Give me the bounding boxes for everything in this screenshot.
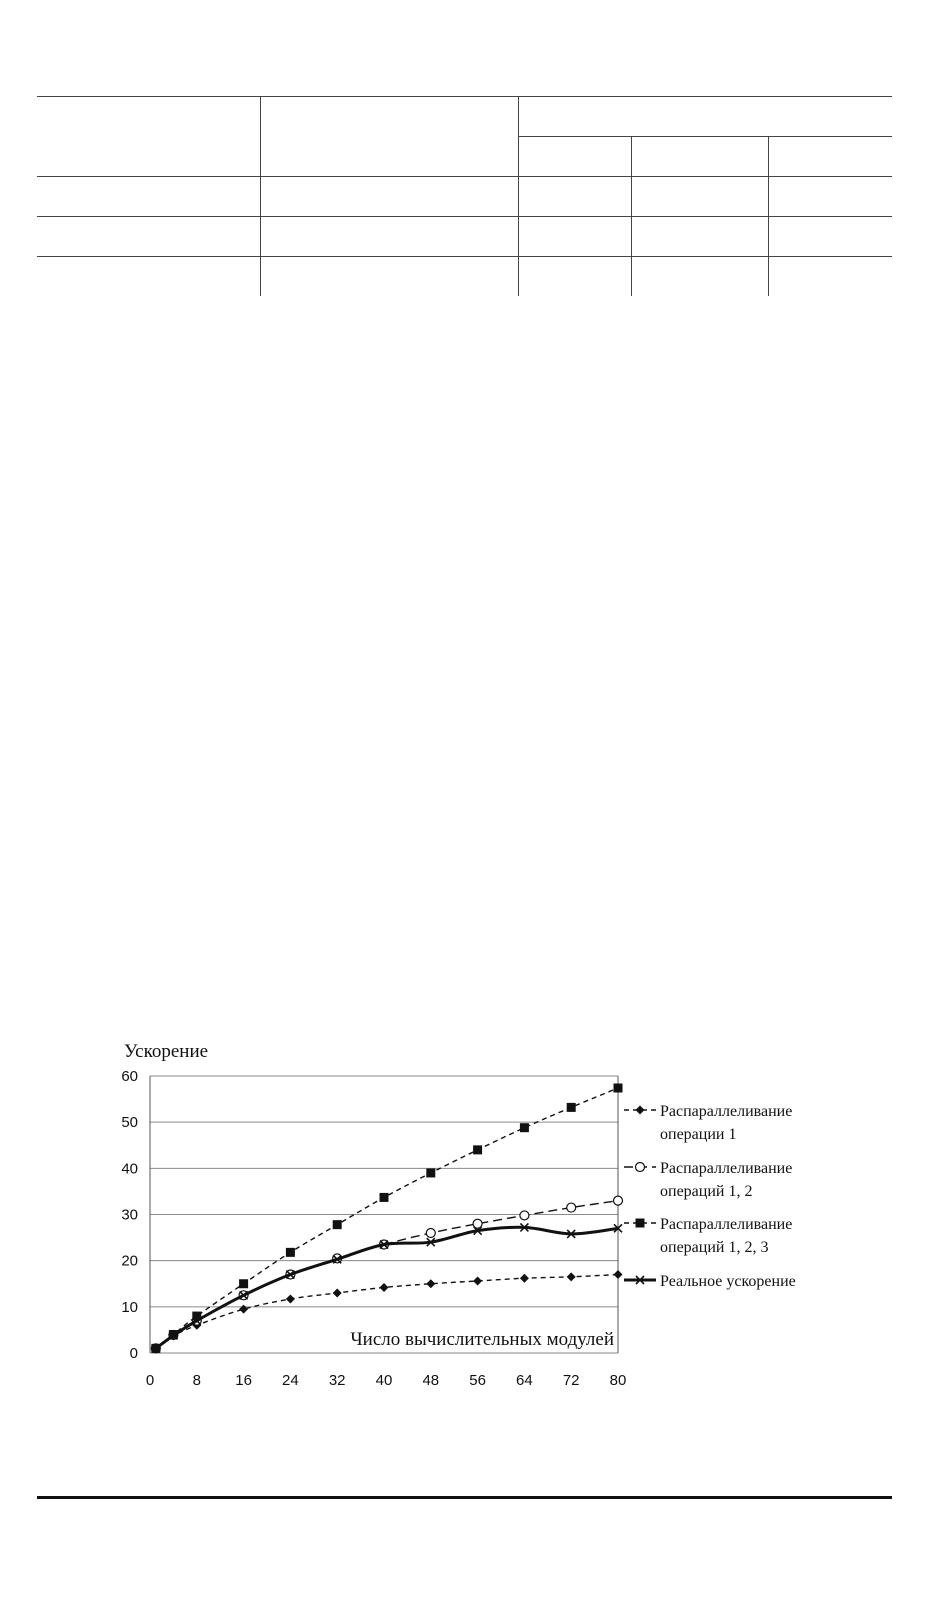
series-2-point-10 [520, 1211, 529, 1220]
chart-svg [100, 1030, 830, 1410]
series-2-point-12 [614, 1196, 623, 1205]
x-axis-label: Число вычислительных модулей [350, 1329, 614, 1350]
y-tick-50: 50 [121, 1114, 138, 1132]
x-tick-64: 64 [516, 1372, 533, 1389]
series-1-point-7 [380, 1283, 389, 1292]
table-col-divider-4 [768, 136, 769, 296]
table-rule-top [37, 96, 892, 97]
table-col-divider-1 [260, 96, 261, 296]
series-2-point-8 [426, 1228, 435, 1237]
x-tick-0: 0 [145, 1372, 155, 1389]
series-1-point-10 [520, 1274, 529, 1283]
series-1-point-6 [333, 1288, 342, 1297]
series-2-line [156, 1201, 618, 1349]
y-tick-30: 30 [121, 1206, 138, 1224]
legend-marker-1 [636, 1106, 645, 1115]
x-tick-80: 80 [609, 1372, 627, 1389]
data-table [37, 96, 892, 296]
x-tick-40: 40 [375, 1372, 393, 1389]
y-tick-40: 40 [121, 1160, 138, 1178]
x-tick-48: 48 [422, 1372, 440, 1389]
legend-label-1-line-1: Распараллеливание [660, 1103, 793, 1120]
x-tick-32: 32 [328, 1372, 346, 1389]
y-tick-0: 0 [129, 1345, 138, 1362]
legend-marker-3 [636, 1219, 645, 1228]
x-tick-72: 72 [562, 1372, 580, 1389]
table-col-divider-2 [518, 96, 519, 296]
x-tick-8: 8 [192, 1372, 201, 1389]
x-tick-56: 56 [469, 1372, 486, 1389]
series-3-point-4 [239, 1279, 248, 1288]
page-bottom-rule [37, 1496, 892, 1499]
chart-grid [150, 1076, 618, 1353]
legend-label-3-line-2: операций 1, 2, 3 [660, 1239, 769, 1256]
y-tick-20: 20 [121, 1252, 138, 1270]
legend-label-2-line-1: Распараллеливание [660, 1160, 793, 1177]
table-rule-subheader [518, 136, 892, 137]
legend-label-2-line-2: операций 1, 2 [660, 1183, 753, 1200]
series-layer [151, 1084, 622, 1353]
series-3-point-12 [614, 1084, 623, 1093]
series-1-point-4 [239, 1305, 248, 1314]
series-3-point-9 [473, 1145, 482, 1154]
table-rule-row-2 [37, 216, 892, 217]
series-1-point-11 [567, 1272, 576, 1281]
series-3-point-5 [286, 1248, 295, 1257]
x-tick-24: 24 [282, 1372, 299, 1389]
legend-label-4-line-1: Реальное ускорение [660, 1273, 796, 1290]
legend-item-4 [624, 1273, 796, 1290]
chart-legend [624, 1103, 796, 1290]
table-rule-row-3 [37, 256, 892, 257]
table-col-divider-3 [631, 136, 632, 296]
series-3 [151, 1084, 622, 1353]
series-1-point-12 [614, 1270, 623, 1279]
y-tick-60: 60 [121, 1068, 138, 1085]
table-rule-row-1 [37, 176, 892, 177]
legend-marker-2 [636, 1163, 645, 1172]
series-3-point-6 [333, 1220, 342, 1229]
series-3-point-11 [567, 1103, 576, 1112]
series-2-point-11 [567, 1203, 576, 1212]
series-3-point-10 [520, 1123, 529, 1132]
series-1-point-8 [426, 1279, 435, 1288]
legend-item-3 [624, 1216, 792, 1256]
legend-label-3-line-1: Распараллеливание [660, 1216, 793, 1233]
series-1-point-5 [286, 1294, 295, 1303]
series-1-point-9 [473, 1276, 482, 1285]
legend-item-1 [624, 1103, 792, 1143]
speedup-chart [100, 1030, 830, 1410]
legend-label-1-line-2: операции 1 [660, 1126, 737, 1143]
x-tick-16: 16 [235, 1372, 252, 1389]
series-3-point-8 [426, 1168, 435, 1177]
series-3-line [156, 1088, 618, 1348]
y-tick-10: 10 [121, 1298, 138, 1316]
legend-item-2 [624, 1160, 792, 1200]
series-3-point-7 [380, 1193, 389, 1202]
y-axis-label: Ускорение [124, 1041, 209, 1062]
